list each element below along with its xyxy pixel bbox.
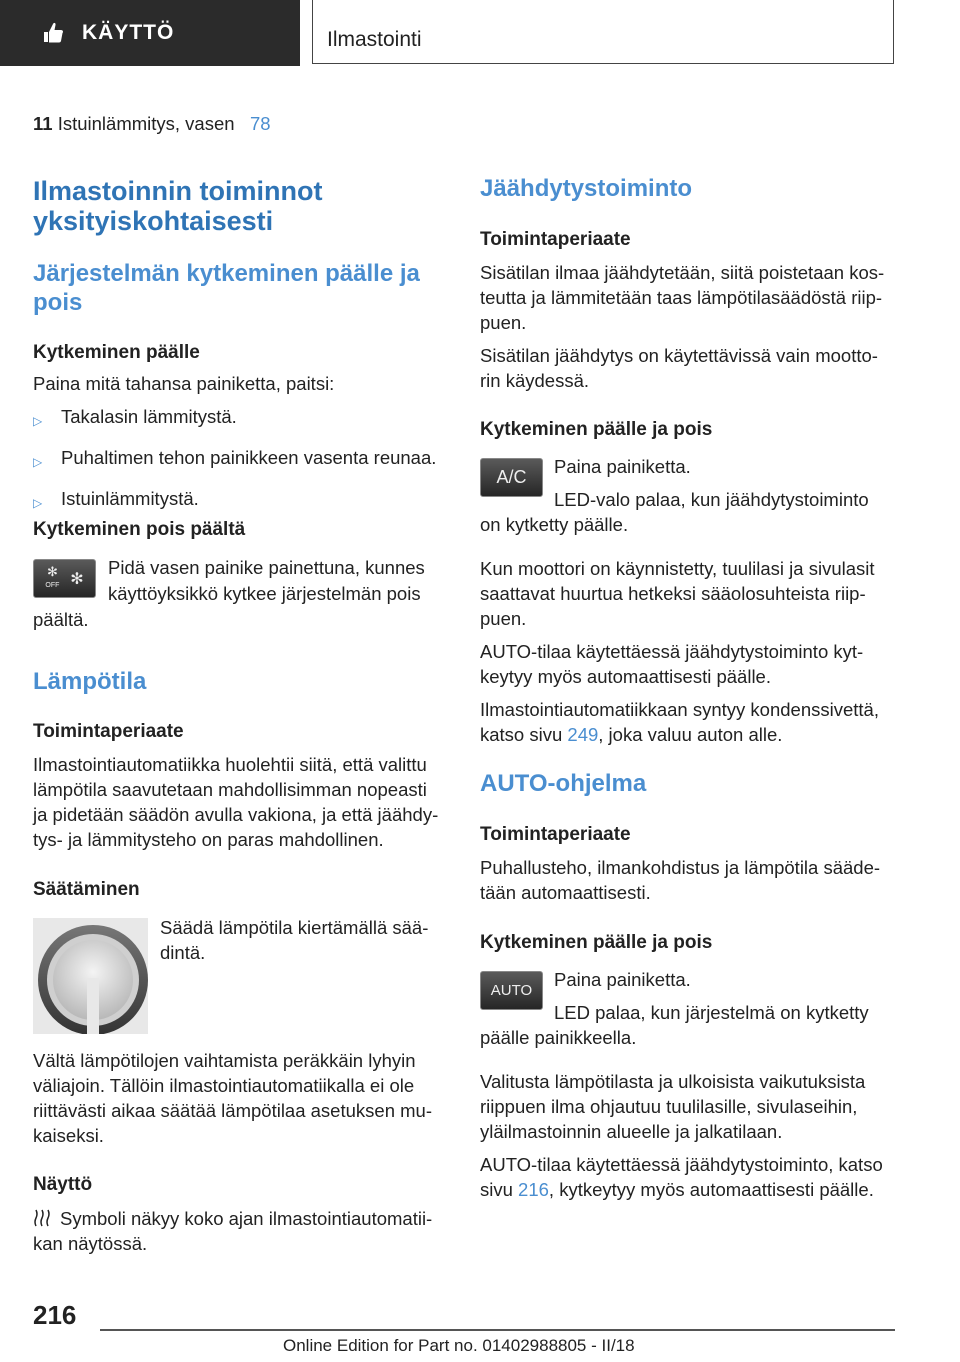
auto-cool-text-line: AUTO-tilaa käytettäessä jäähdytystoiminto kyt-	[480, 641, 864, 662]
cooling-text-line: Sisätilan jäähdytys on käytettävissä vain mootto-	[480, 345, 878, 366]
auto-text-line: Puhallusteho, ilmankohdistus ja lämpötila sääde-	[480, 857, 881, 878]
section-title	[33, 176, 322, 236]
engine-text-line: Kun moottori on käynnistetty, tuulilasi ja sivulasit	[480, 558, 875, 579]
on-text: Paina mitä tahansa painiketta, paitsi:	[33, 373, 335, 394]
list-item	[33, 405, 453, 433]
distribution-text-line: riippuen ilma ohjautuu tuulilasille, sivulaseihin,	[480, 1096, 858, 1117]
legend-number: 11	[33, 113, 53, 134]
legend-page-link[interactable]: 78	[249, 113, 271, 134]
avoid-text-line: riittävästi aikaa säätää lämpötilaa asetuksen mu-	[33, 1100, 432, 1121]
off-text-line: päältä.	[33, 609, 89, 630]
page-number: 216	[33, 1300, 77, 1330]
fan-icon: ✻	[70, 570, 84, 588]
heading-line: pois	[33, 289, 83, 316]
distribution-text-line: yläilmastoinnin alueelle ja jalkatilaan.	[480, 1121, 783, 1142]
auto-press-text: Paina painiketta.	[554, 969, 691, 990]
auto-mode-text-line: AUTO-tilaa käytettäessä jäähdytystoiminto, katso	[480, 1154, 883, 1175]
chapter-title: Ilmastointi	[327, 28, 422, 51]
display-text-line: Symboli näkyy koko ajan ilmastointiautomatii-	[60, 1208, 433, 1229]
exception-list	[33, 405, 453, 515]
list-item	[33, 446, 453, 474]
cooling-text-line: Sisätilan ilmaa jäähdytetään, siitä poistetaan kos-	[480, 262, 885, 283]
list-item-text: Istuinlämmitystä.	[61, 488, 199, 509]
auto-program-heading: AUTO-ohjelma	[480, 770, 647, 797]
ac-press-text: Paina painiketta.	[554, 456, 691, 477]
cooling-heading: Jäähdytystoiminto	[480, 175, 693, 202]
temperature-knob-image	[33, 918, 148, 1034]
text-span: katso sivu	[480, 724, 568, 745]
cooling-text-line: puen.	[480, 312, 527, 333]
adjust-text-line: Säädä lämpötila kiertämällä sää-	[160, 917, 429, 938]
cooling-text-line: rin käydessä.	[480, 370, 589, 391]
auto-onoff-heading: Kytkeminen päälle ja pois	[480, 932, 713, 953]
legend-item	[33, 111, 271, 137]
condense-text-line: Ilmastointiautomatiikkaan syntyy kondenssivettä,	[480, 699, 879, 720]
text-span: sivu	[480, 1179, 519, 1200]
heading-line: Järjestelmän kytkeminen päälle ja	[33, 260, 420, 287]
avoid-text-line: väliajoin. Tällöin ilmastointiautomatiikalla ei ole	[33, 1075, 415, 1096]
ac-led-text-line: on kytketty päälle.	[480, 514, 629, 535]
temperature-heading: Lämpötila	[33, 668, 147, 695]
knob-icon	[33, 918, 148, 1034]
engine-text-line: puen.	[480, 608, 527, 629]
condense-text-line	[480, 722, 782, 748]
auto-led-text-line: LED palaa, kun järjestelmä on kytketty	[554, 1002, 869, 1023]
title-line: Ilmastoinnin toiminnot	[33, 176, 323, 206]
title-line: yksityiskohtaisesti	[33, 206, 274, 236]
principle-heading: Toimintaperiaate	[480, 229, 631, 250]
display-heading: Näyttö	[33, 1174, 93, 1195]
page-header	[0, 0, 960, 66]
off-heading: Kytkeminen pois päältä	[33, 519, 246, 540]
edition-text: Online Edition for Part no. 01402988805 - II/18	[283, 1336, 635, 1355]
triangle-bullet-icon: ▷	[33, 414, 43, 428]
triangle-bullet-icon: ▷	[33, 496, 43, 510]
adjust-heading: Säätäminen	[33, 879, 140, 900]
auto-button-image: AUTO	[480, 971, 543, 1010]
page-link-249[interactable]: 249	[567, 724, 599, 745]
chapter-tab	[312, 0, 894, 64]
cooling-text-line: teutta ja lämmitetään taas lämpötilasäädöstä riip-	[480, 287, 883, 308]
principle-heading: Toimintaperiaate	[480, 824, 631, 845]
section-title: KÄYTTÖ	[82, 21, 175, 44]
fan-off-icon: ✻ OFF	[45, 564, 60, 589]
avoid-text-line: Vältä lämpötilojen vaihtamista peräkkäin lyhyin	[33, 1050, 416, 1071]
text-span: , joka valuu auton alle.	[598, 724, 783, 745]
ac-button-image: A/C	[480, 458, 543, 497]
engine-text-line: saattavat huurtua hetkeksi sääolosuhteista riip-	[480, 583, 866, 604]
off-text-line: Pidä vasen painike painettuna, kunnes	[108, 557, 425, 578]
page-link-216[interactable]: 216	[518, 1179, 549, 1200]
auto-text-line: tään automaattisesti.	[480, 882, 651, 903]
footer-divider	[100, 1329, 895, 1331]
pointing-hand-icon	[40, 20, 66, 46]
auto-led-text-line: päälle painikkeella.	[480, 1027, 637, 1048]
temp-text-line: ja pidetään säädön avulla vakiona, ja että jäähdy-	[33, 804, 439, 825]
triangle-bullet-icon: ▷	[33, 455, 43, 469]
list-item-text: Takalasin lämmitystä.	[61, 406, 237, 427]
off-text-line: käyttöyksikkö kytkee järjestelmän pois	[108, 583, 421, 604]
list-item-text: Puhaltimen tehon painikkeen vasenta reunaa.	[61, 447, 437, 468]
section-tab	[0, 0, 300, 66]
distribution-text-line: Valitusta lämpötilasta ja ulkoisista vaikutuksista	[480, 1071, 866, 1092]
auto-cool-text-line: keytyy myös automaattisesti päälle.	[480, 666, 771, 687]
temp-text-line: lämpötila saavutetaan mahdollisimman nopeasti	[33, 779, 427, 800]
on-heading: Kytkeminen päälle	[33, 342, 200, 363]
legend-text: Istuinlämmitys, vasen	[57, 113, 235, 134]
ac-led-text-line: LED-valo palaa, kun jäähdytystoiminto	[554, 489, 869, 510]
auto-mode-text-line	[480, 1177, 874, 1203]
text-span: , kytkeytyy myös automaattisesti päälle.	[548, 1179, 874, 1200]
list-item	[33, 487, 453, 515]
avoid-text-line: kaiseksi.	[33, 1125, 104, 1146]
display-text-line: kan näytössä.	[33, 1233, 148, 1254]
adjust-text-line: dintä.	[160, 942, 206, 963]
off-button-image	[33, 559, 96, 598]
principle-heading: Toimintaperiaate	[33, 721, 184, 742]
system-heading	[33, 259, 420, 317]
temp-text-line: tys- ja lämmitysteho on paras mahdollinen.	[33, 829, 384, 850]
climate-symbol-icon	[33, 1208, 51, 1228]
ac-onoff-heading: Kytkeminen päälle ja pois	[480, 419, 713, 440]
temp-text-line: Ilmastointiautomatiikka huolehtii siitä, että valittu	[33, 754, 427, 775]
